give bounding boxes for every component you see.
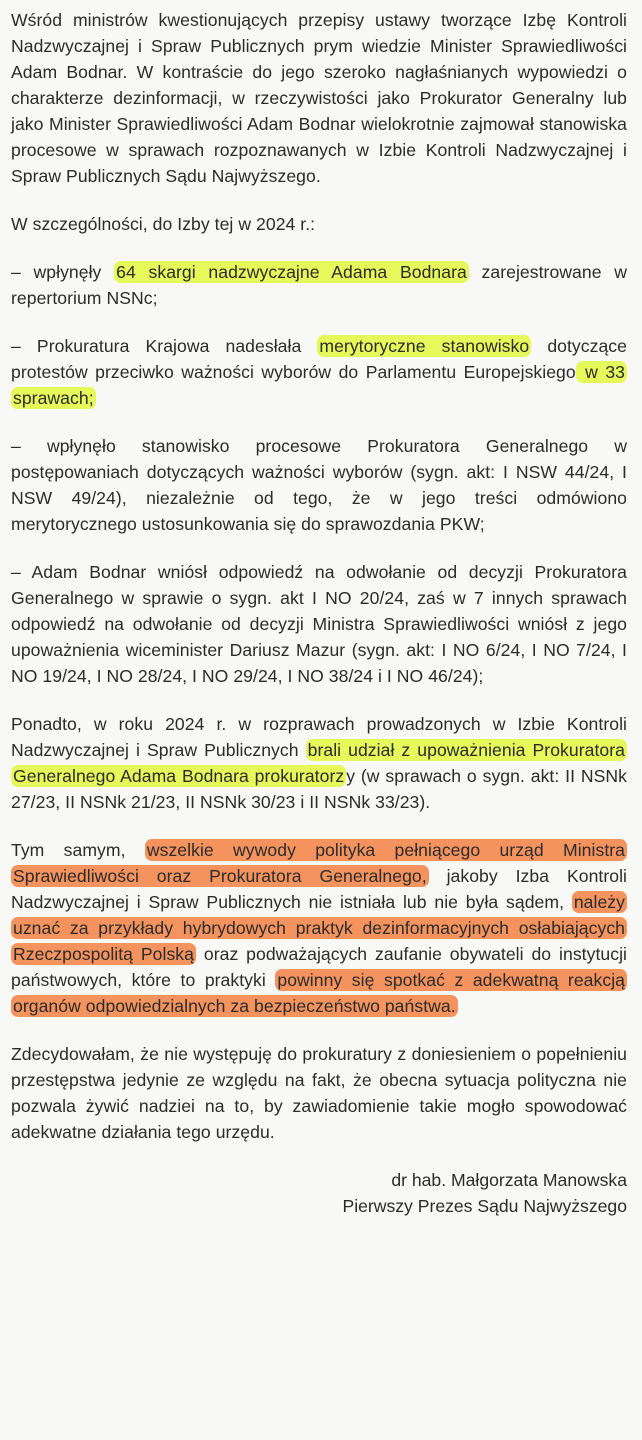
paragraph-extraordinary-complaints bbox=[11, 259, 627, 311]
text-segment: Ponadto, w roku 2024 r. w rozprawach prowadzonych w Izbie Kontroli Nadzwyczajnej i Spraw Publicznych bbox=[11, 714, 627, 760]
highlight-yellow: merytoryczne stanowisko bbox=[319, 336, 530, 356]
highlight-yellow: 64 skargi nadzwyczajne Adama Bodnara bbox=[116, 262, 467, 282]
text-segment: jakoby Izba Kontroli Nadzwyczajnej i Spraw Publicznych nie istniała lub nie była sądem, bbox=[11, 866, 628, 912]
highlight-orange: wszelkie wywody polityka pełniącego urząd Ministra Sprawiedliwości oraz Prokuratora Generalnego, bbox=[13, 840, 626, 886]
signature-name: dr hab. Małgorzata Manowska bbox=[391, 1170, 627, 1190]
paragraph-national-prosecutor bbox=[11, 333, 627, 411]
highlight-yellow: w 33 sprawach; bbox=[13, 362, 625, 408]
signature-block bbox=[11, 1167, 627, 1219]
paragraph-in-particular: W szczególności, do Izby tej w 2024 r.: bbox=[11, 214, 316, 234]
text-segment: oraz podważających zaufanie obywateli do instytucji państwowych, które to praktyki bbox=[11, 944, 627, 990]
text-segment: y (w sprawach o sygn. akt: II NSNk 27/23, II NSNk 21/23, II NSNk 30/23 i II NSNk 33/23). bbox=[11, 766, 627, 812]
text-segment: dotyczące protestów przeciwko ważności wyborów do Parlamentu Europejskiego bbox=[11, 336, 627, 382]
signature-title: Pierwszy Prezes Sądu Najwyższego bbox=[342, 1196, 627, 1216]
highlight-yellow: brali udział z upoważnienia Prokuratora Generalnego Adama Bodnara prokuratorz bbox=[13, 740, 625, 786]
text-segment: Tym samym, bbox=[11, 840, 145, 860]
text-segment: zarejestrowane w repertorium NSNc; bbox=[11, 262, 628, 308]
paragraph-prosecutors-participation bbox=[11, 711, 627, 815]
paragraph-decision: Zdecydowałam, że nie występuję do prokuratury z doniesieniem o popełnieniu przestępstwa jedynie ze względu na fakt, że obecna sytuacja polityczna nie pozwala żywić nadziei na to, by zawiadomienie takie mogło spowodować adekwatne działania tego urzędu. bbox=[11, 1044, 627, 1142]
highlight-orange: należy uznać za przykłady hybrydowych praktyk dezinformacyjnych osłabiających Rzeczpospolitą Polską bbox=[13, 892, 625, 964]
paragraph-conclusion bbox=[11, 837, 627, 1019]
text-segment: – wpłynęły bbox=[11, 262, 115, 282]
paragraph-intro: Wśród ministrów kwestionujących przepisy ustawy tworzące Izbę Kontroli Nadzwyczajnej i Spraw Publicznych prym wiedzie Minister Sprawiedliwości Adam Bodnar. W kontraście do jego szeroko nagłaśnianych wypowiedzi o charakterze dezinformacji, w rzeczywistości jako Prokurator Generalny lub jako Minister Sprawiedliwości Adam Bodnar wielokrotnie zajmował stanowiska procesowe w sprawach rozpoznawanych w Izbie Kontroli Nadzwyczajnej i Spraw Publicznych Sądu Najwyższego. bbox=[11, 10, 627, 186]
highlight-orange: powinny się spotkać z adekwatną reakcją organów odpowiedzialnych za bezpieczeństwo państwa. bbox=[13, 970, 625, 1016]
paragraph-procedural-position: – wpłynęło stanowisko procesowe Prokuratora Generalnego w postępowaniach dotyczących ważności wyborów (sygn. akt: I NSW 44/24, I NSW 49/24), niezależnie od tego, że w jego treści odmówiono merytorycznego ustosunkowania się do sprawozdania PKW; bbox=[11, 436, 627, 534]
paragraph-appeal-response: – Adam Bodnar wniósł odpowiedź na odwołanie od decyzji Prokuratora Generalnego w sprawie o sygn. akt I NO 20/24, zaś w 7 innych sprawach odpowiedź na odwołanie od decyzji Ministra Sprawiedliwości wniósł z jego upoważnienia wiceminister Dariusz Mazur (sygn. akt: I NO 6/24, I NO 7/24, I NO 19/24, I NO 28/24, I NO 29/24, I NO 38/24 i I NO 46/24); bbox=[11, 562, 627, 686]
text-segment: – Prokuratura Krajowa nadesłała bbox=[11, 336, 318, 356]
